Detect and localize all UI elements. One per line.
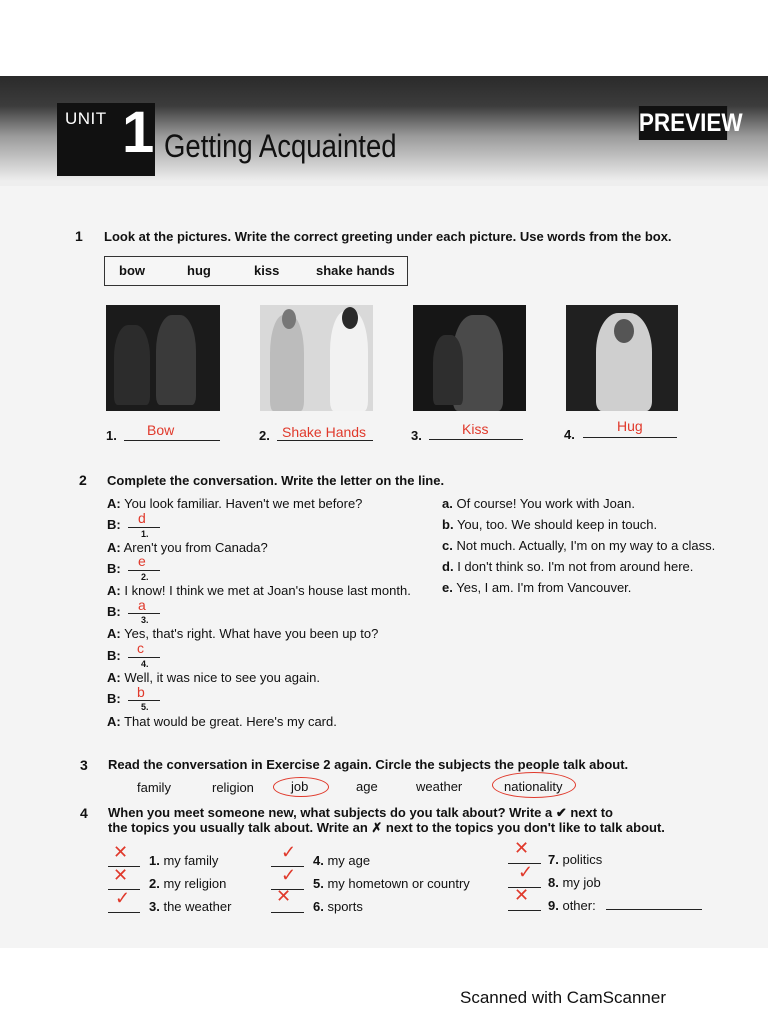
x-mark-icon: ✕ [276,886,292,906]
answer-line [429,439,523,440]
conversation-line: A: That would be great. Here's my card. [107,714,337,729]
conversation-line: B: [107,691,121,706]
photo-bow [106,305,220,411]
conversation-line: B: [107,648,121,663]
exercise-1-instruction: Look at the pictures. Write the correct greeting under each picture. Use words from the box. [104,229,672,244]
option-d: d. I don't think so. I'm not from around here. [442,559,694,574]
photo-kiss [413,305,526,411]
blank-answer: b [137,684,145,700]
blank-number: 1. [141,529,149,539]
conversation-line: A: You look familiar. Haven't we met before? [107,496,363,511]
option-e: e. Yes, I am. I'm from Vancouver. [442,580,632,595]
answer-number: 3. [411,428,422,443]
conversation-line: A: I know! I think we met at Joan's house last month. [107,583,411,598]
option-a: a. Of course! You work with Joan. [442,496,635,511]
conversation-line: B: [107,604,121,619]
blank-number: 5. [141,702,149,712]
subject-religion: religion [212,780,254,795]
exercise-2-instruction: Complete the conversation. Write the letter on the line. [107,473,445,488]
x-mark-icon: ✕ [514,838,530,858]
topic-item: 7. politics [548,852,603,867]
subject-family: family [137,780,171,795]
exercise-1-number: 1 [75,228,83,244]
check-mark-icon: ✓ [518,862,534,882]
topic-item: 1. my family [149,853,219,868]
conversation-line: B: [107,561,121,576]
topic-item: 6. sports [313,899,363,914]
exercise-3-instruction: Read the conversation in Exercise 2 again. Circle the subjects the people talk about. [108,757,629,772]
conversation-line: A: Aren't you from Canada? [107,540,268,555]
exercise-4-instruction-line-1: When you meet someone new, what subjects do you talk about? Write a ✔ next to [108,805,613,820]
option-b: b. You, too. We should keep in touch. [442,517,658,532]
answer-shake-hands: Shake Hands [282,424,367,440]
check-mark-icon: ✓ [281,865,297,885]
answer-line [277,440,373,441]
x-mark-icon: ✕ [113,842,129,862]
answer-number: 2. [259,428,270,443]
option-c: c. Not much. Actually, I'm on my way to a class. [442,538,716,553]
preview-badge: PREVIEW [639,106,727,140]
conversation-line: A: Yes, that's right. What have you been up to? [107,626,379,641]
other-line [606,909,702,910]
x-mark-icon: ✕ [514,885,530,905]
blank-answer: a [138,597,146,613]
unit-label: UNIT [65,109,107,128]
subject-nationality: nationality [504,779,563,794]
blank-number: 2. [141,572,149,582]
word-box-item: bow [119,263,145,278]
page-title: Getting Acquainted [164,128,397,164]
word-box [104,256,408,286]
topic-item: 9. other: [548,898,596,913]
photo-hug [566,305,678,411]
topic-item: 3. the weather [149,899,232,914]
blank-line [128,570,160,571]
exercise-4-instruction-line-2: the topics you usually talk about. Write an ✗ next to the topics you don't like to talk about. [108,820,665,835]
conversation-line: B: [107,517,121,532]
exercise-4-number: 4 [80,805,88,821]
answer-line [124,440,220,441]
subject-job: job [291,779,309,794]
word-box-item: shake hands [316,263,395,278]
blank-answer: e [138,553,146,569]
check-mark-icon: ✓ [281,842,297,862]
blank-number: 4. [141,659,149,669]
answer-hug: Hug [617,418,643,434]
answer-bow: Bow [147,422,175,438]
conversation-line: A: Well, it was nice to see you again. [107,670,320,685]
check-line [108,912,140,913]
exercise-2-number: 2 [79,472,87,488]
topic-item: 8. my job [548,875,601,890]
check-line [271,912,304,913]
subject-weather: weather [416,779,463,794]
topic-item: 5. my hometown or country [313,876,470,891]
blank-answer: c [137,640,144,656]
blank-line [128,613,160,614]
answer-line [583,437,677,438]
subject-age: age [356,779,378,794]
unit-number: 1 [122,100,155,165]
x-mark-icon: ✕ [113,865,129,885]
scanner-footer: Scanned with CamScanner [460,988,667,1007]
check-line [508,910,541,911]
blank-number: 3. [141,615,149,625]
photo-shake-hands [260,305,373,411]
answer-number: 4. [564,427,575,442]
topic-item: 2. my religion [149,876,227,891]
unit-badge [57,100,155,176]
blank-line [128,527,160,528]
check-mark-icon: ✓ [115,888,131,908]
blank-answer: d [138,510,146,526]
answer-kiss: Kiss [462,421,489,437]
blank-line [128,657,160,658]
blank-line [128,700,160,701]
exercise-3-number: 3 [80,757,88,773]
word-box-item: hug [187,263,211,278]
word-box-item: kiss [254,263,280,278]
answer-number: 1. [106,428,117,443]
topic-item: 4. my age [313,853,371,868]
